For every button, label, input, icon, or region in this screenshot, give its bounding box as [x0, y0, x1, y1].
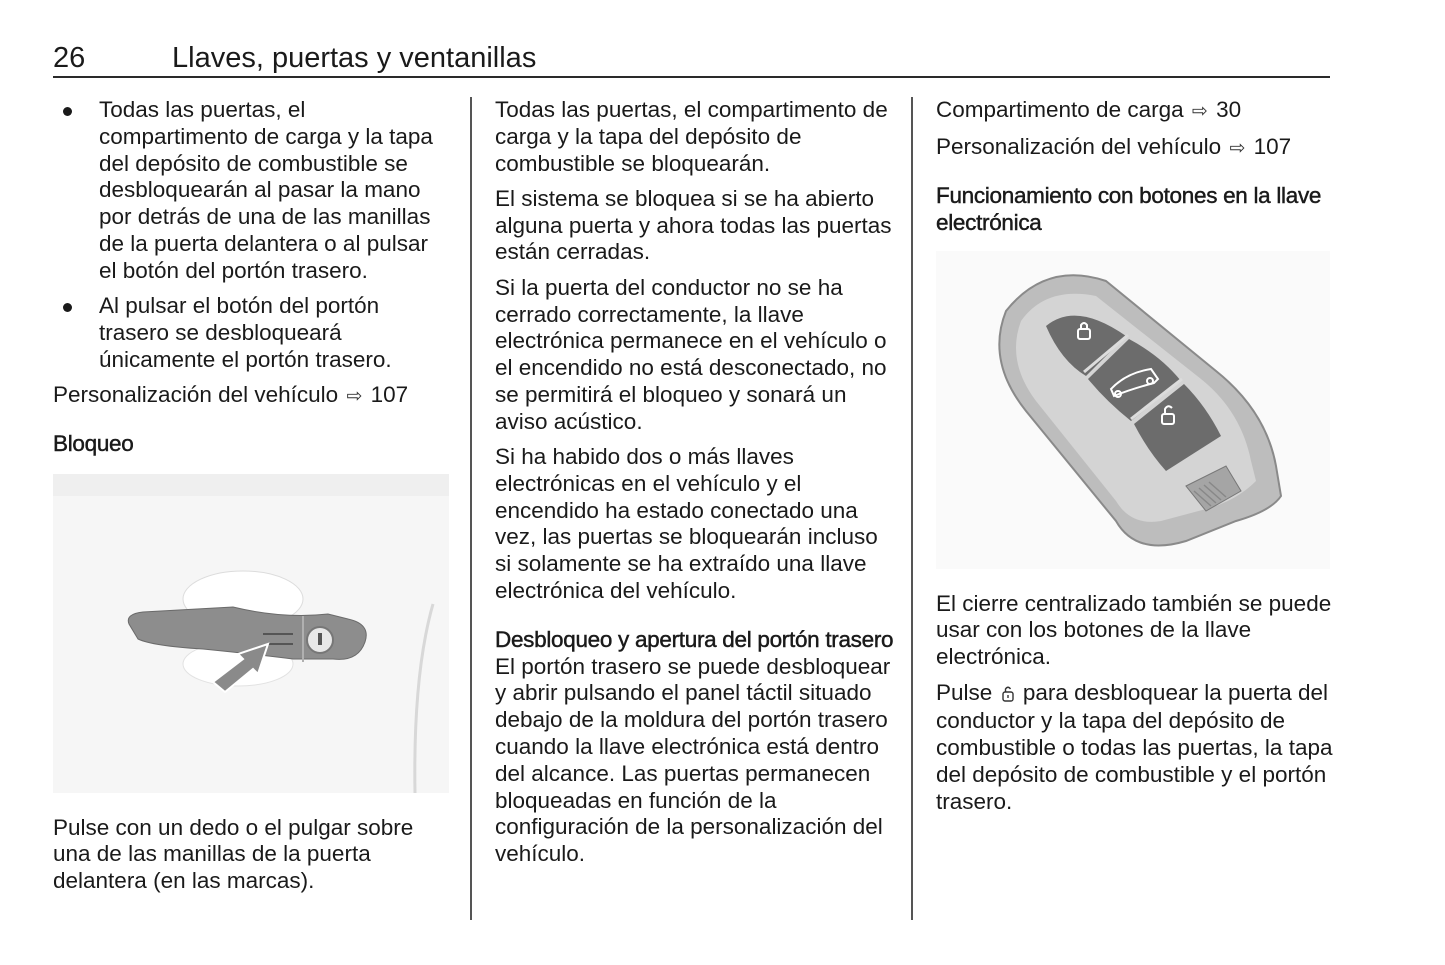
xref-page: 107 [1253, 134, 1292, 160]
xref-page: 30 [1216, 97, 1242, 122]
key-fob-illustration [936, 251, 1330, 569]
bullet-item [53, 97, 451, 285]
column-2 [495, 97, 895, 877]
paragraph: El sistema se bloquea si se ha abierto alguna puerta y ahora todas las puertas están cerradas. [495, 185, 892, 265]
figure-caption: Pulse con un dedo o el pulgar sobre una de las manillas de la puerta delantera (en las marcas). [53, 814, 414, 894]
arrow-right-icon: ⇨ [1229, 138, 1246, 160]
paragraph [936, 680, 1336, 816]
paragraph: El cierre centralizado también se puede usar con los botones de la llave electrónica. [936, 590, 1332, 670]
key-fob-figure [936, 251, 1330, 569]
section-heading: Bloqueo [53, 430, 134, 456]
column-divider [470, 97, 472, 920]
xref-text: Personalización del vehículo [53, 381, 339, 407]
column-1 [53, 97, 451, 903]
paragraph: Si la puerta del conductor no se ha cerrado correctamente, la llave electrónica permanece en el vehículo o el encendido no está desconectado, no se permitirá el bloqueo y sonará un aviso acústico. [495, 274, 887, 434]
section-heading: Funcionamiento con botones en la llave electrónica [936, 183, 1322, 235]
column-3 [936, 97, 1336, 824]
column-divider [911, 97, 913, 920]
paragraph-text: para desbloquear la puerta del conductor y la tapa del depósito de combustible o todas las puertas, la tapa del depósito de combustible y el portón trasero. [936, 679, 1333, 814]
paragraph: El portón trasero se puede desbloquear y abrir pulsando el panel táctil situado debajo de la moldura del portón trasero cuando la llave electrónica está dentro del alcance. Las puertas permanecen bloqueadas en función de la configuración de la personalización del vehículo. [495, 653, 891, 867]
xref-text: Personalización del vehículo [936, 134, 1222, 160]
cross-reference[interactable] [53, 382, 451, 411]
bullet-item [53, 293, 451, 373]
bullet-icon [63, 303, 72, 312]
unlock-icon [1002, 682, 1014, 709]
xref-text: Compartimento de carga [936, 97, 1184, 122]
cross-reference[interactable] [936, 97, 1336, 126]
arrow-right-icon: ⇨ [346, 385, 363, 407]
door-handle-illustration [53, 474, 449, 793]
chapter-title: Llaves, puertas y ventanillas [172, 42, 537, 74]
bullet-text: Todas las puertas, el compartimento de carga y la tapa del depósito de combustible se desbloquearán al pasar la mano por detrás de una de las manillas de la puerta delantera o al pulsar el botón del portón trasero. [99, 97, 433, 283]
door-handle-figure [53, 474, 449, 793]
section-heading: Desbloqueo y apertura del portón trasero [495, 626, 894, 652]
arrow-right-icon: ⇨ [1191, 101, 1208, 122]
paragraph-text: Pulse [936, 679, 993, 705]
paragraph: Si ha habido dos o más llaves electrónicas en el vehículo y el encendido ha estado conectado una vez, las puertas se bloquearán incluso si solamente se ha extraído una llave electrónica del vehículo. [495, 444, 878, 604]
cross-reference[interactable] [936, 134, 1336, 163]
page-number: 26 [53, 42, 86, 74]
page-header [53, 40, 1330, 78]
paragraph: Todas las puertas, el compartimento de carga y la tapa del depósito de combustible se bloquearán. [495, 97, 888, 176]
xref-page: 107 [370, 381, 409, 407]
bullet-icon [63, 107, 72, 116]
bullet-text: Al pulsar el botón del portón trasero se desbloqueará únicamente el portón trasero. [99, 293, 392, 372]
